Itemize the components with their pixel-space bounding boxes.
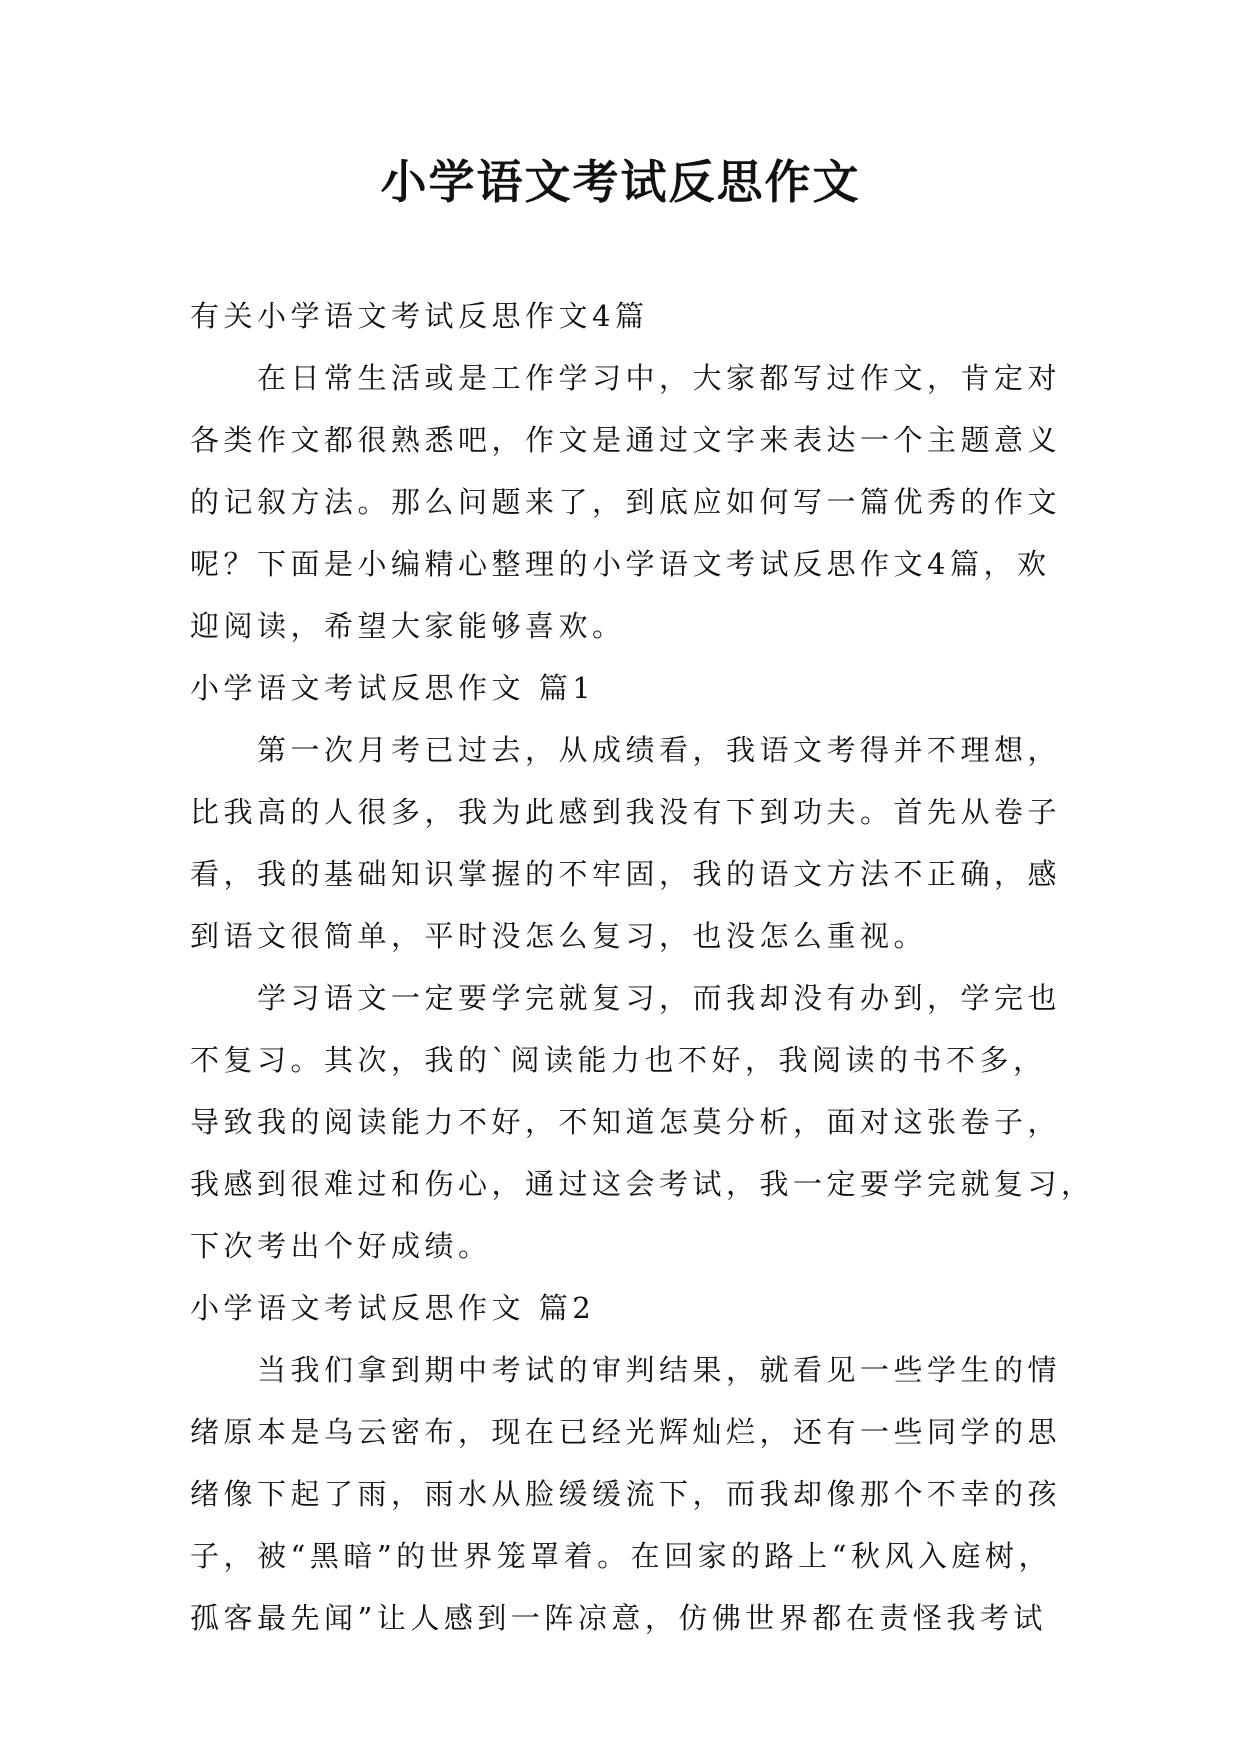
paragraph-line: 子，被“黑暗”的世界笼罩着。在回家的路上“秋风入庭树， (190, 1539, 1052, 1573)
paragraph-line: 导致我的阅读能力不好，不知道怎莫分析，面对这张卷子， (190, 1105, 1062, 1139)
intro-heading: 有关小学语文考试反思作文4篇 (190, 299, 649, 333)
paragraph-line: 呢？下面是小编精心整理的小学语文考试反思作文4篇，欢 (190, 547, 1051, 581)
paragraph-line: 学习语文一定要学完就复习，而我却没有办到，学完也 (257, 981, 1062, 1015)
paragraph-line: 孤客最先闻”让人感到一阵凉意，仿佛世界都在责怪我考试 (190, 1601, 1047, 1635)
document-title: 小学语文考试反思作文 (380, 155, 861, 209)
paragraph-line: 各类作文都很熟悉吧，作文是通过文字来表达一个主题意义 (190, 423, 1062, 457)
paragraph-line: 绪像下起了雨，雨水从脸缓缓流下，而我却像那个不幸的孩 (190, 1477, 1062, 1511)
paragraph-line: 到语文很简单，平时没怎么复习，也没怎么重视。 (190, 919, 928, 953)
paragraph-line: 迎阅读，希望大家能够喜欢。 (190, 609, 626, 643)
section-heading-2: 小学语文考试反思作文 篇2 (190, 1291, 596, 1325)
paragraph-line: 当我们拿到期中考试的审判结果，就看见一些学生的情 (257, 1353, 1062, 1387)
intro-paragraph (190, 347, 1070, 657)
paragraph-line: 看，我的基础知识掌握的不牢固，我的语文方法不正确，感 (190, 857, 1062, 891)
paragraph-line: 下次考出个好成绩。 (190, 1229, 492, 1263)
section-heading-1: 小学语文考试反思作文 篇1 (190, 671, 596, 705)
paragraph-line: 在日常生活或是工作学习中，大家都写过作文，肯定对 (257, 361, 1062, 395)
section-1-paragraph-2 (190, 967, 1095, 1277)
paragraph-line: 我感到很难过和伤心，通过这会考试，我一定要学完就复习， (190, 1167, 1095, 1201)
paragraph-line: 不复习。其次，我的`阅读能力也不好，我阅读的书不多， (190, 1043, 1047, 1077)
paragraph-line: 绪原本是乌云密布，现在已经光辉灿烂，还有一些同学的思 (190, 1415, 1062, 1449)
section-2-paragraph-1 (190, 1339, 1070, 1649)
paragraph-line: 比我高的人很多，我为此感到我没有下到功夫。首先从卷子 (190, 795, 1062, 829)
paragraph-line: 第一次月考已过去，从成绩看，我语文考得并不理想， (257, 733, 1062, 767)
section-1-paragraph-1 (190, 719, 1070, 967)
paragraph-line: 的记叙方法。那么问题来了，到底应如何写一篇优秀的作文 (190, 485, 1062, 519)
document-body (190, 285, 1095, 1649)
